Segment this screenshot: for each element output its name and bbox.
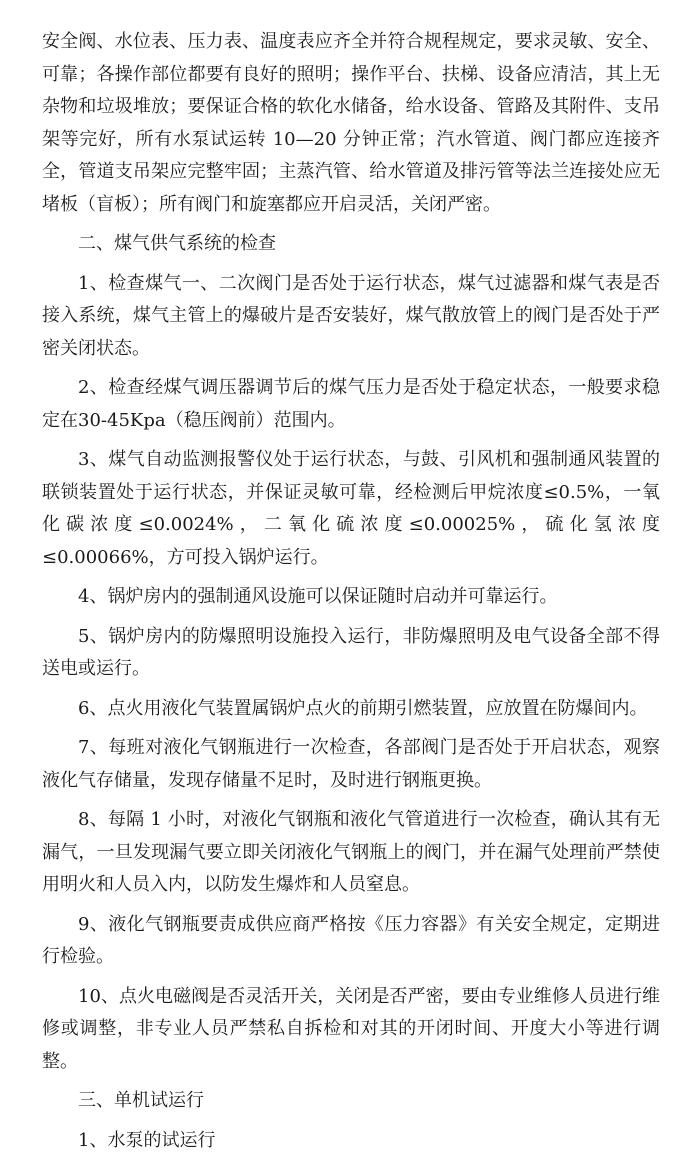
paragraph-item-2: 2、检查经煤气调压器调节后的煤气压力是否处于稳定状态，一般要求稳定在30-45Kpa（稳压阀前）范围内。 — [42, 377, 660, 431]
paragraph-item-7: 7、每班对液化气钢瓶进行一次检查，各部阀门是否处于开启状态，观察液化气存储量，发现存储量不足时，及时进行钢瓶更换。 — [42, 737, 660, 791]
paragraph-item-3: 3、煤气自动监测报警仪处于运行状态，与鼓、引风机和强制通风装置的联锁装置处于运行状态，并保证灵敏可靠，经检测后甲烷浓度≤0.5%，一氧化碳浓度≤0.0024%，二氧化硫浓度≤0.00025%，硫化氢浓度≤0.00066%，方可投入锅炉运行。 — [42, 449, 660, 568]
subheading-pump-trial: 1、水泵的试运行 — [78, 1129, 216, 1151]
paragraph-item-6: 6、点火用液化气装置属锅炉点火的前期引燃装置，应放置在防爆间内。 — [78, 697, 648, 719]
paragraph-item-5: 5、锅炉房内的防爆照明设施投入运行，非防爆照明及电气设备全部不得送电或运行。 — [42, 625, 660, 679]
heading-single-machine-trial: 三、单机试运行 — [78, 1090, 204, 1111]
paragraph-item-9: 9、液化气钢瓶要责成供应商严格按《压力容器》有关安全规定，定期进行检验。 — [42, 913, 660, 967]
paragraph-item-10: 10、点火电磁阀是否灵活开关，关闭是否严密，要由专业维修人员进行维修或调整，非专业人员严禁私自拆检和对其的开闭时间、开度大小等进行调整。 — [42, 985, 660, 1072]
heading-gas-supply-check: 二、煤气供气系统的检查 — [78, 233, 276, 254]
paragraph-item-4: 4、锅炉房内的强制通风设施可以保证随时启动并可靠运行。 — [78, 586, 558, 607]
paragraph-item-1: 1、检查煤气一、二次阀门是否处于运行状态，煤气过滤器和煤气表是否接入系统，煤气主管上的爆破片是否安装好，煤气散放管上的阀门是否处于严密关闭状态。 — [42, 272, 660, 359]
paragraph-item-8: 8、每隔 1 小时，对液化气钢瓶和液化气管道进行一次检查，确认其有无漏气，一旦发现漏气要立即关闭液化气钢瓶上的阀门，并在漏气处理前严禁使用明火和人员入内，以防发生爆炸和人员窒息。 — [42, 809, 660, 895]
paragraph-safety-equipment: 安全阀、水位表、压力表、温度表应齐全并符合规程规定，要求灵敏、安全、可靠；各操作部位都要有良好的照明；操作平台、扶梯、设备应清洁，其上无杂物和垃圾堆放；要保证合格的软化水储备，给水设备、管路及其附件、支吊架等完好，所有水泵试运转 10—20 分钟正常；汽水管道、阀门都应连接齐全，管道支吊架应完整牢固；主蒸汽管、给水管道及排污管等法兰连接处应无堵板（盲板）；所有阀门和旋塞都应开启灵活，关闭严密。 — [42, 31, 660, 215]
document-page — [42, 26, 660, 1164]
